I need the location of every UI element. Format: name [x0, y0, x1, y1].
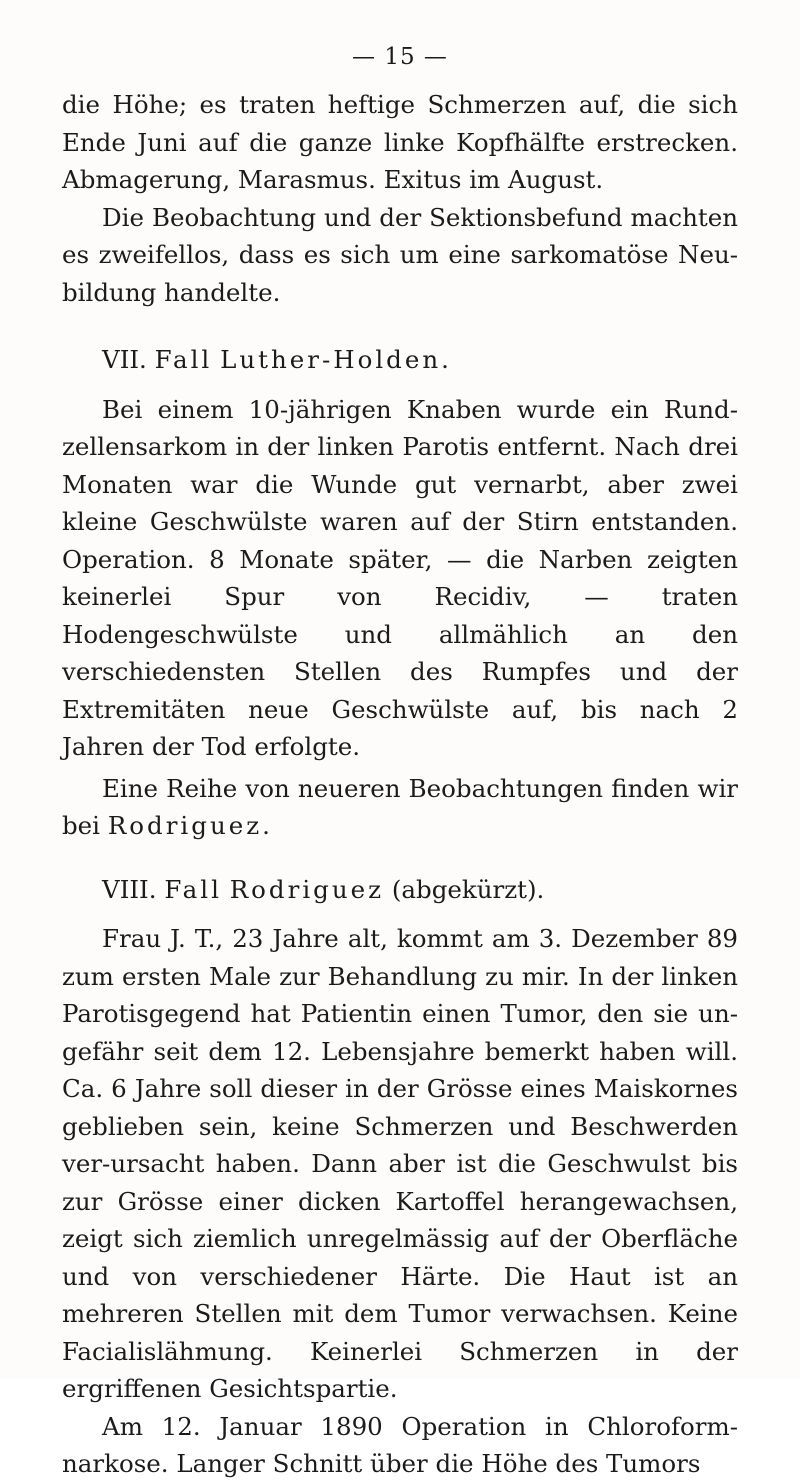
paragraph-case-vii: Bei einem 10-jährigen Knaben wurde ein Rund-zellensarkom in der linken Parotis entfernt. Nach drei Monaten war die Wunde gut vernarbt, aber zwei kleine Geschwülste waren auf der Stirn entstanden. Operation. 8 Monate später, — die Narben zeigten keinerlei Spur von Recidiv, — traten Hodengeschwülste und allmählich an den verschiedensten Stellen des Rumpfes und der Extremitäten neue Geschwülste auf, bis nach 2 Jahren der Tod erfolgte. [62, 394, 738, 761]
case-heading-viii [62, 871, 738, 909]
observations-author: Rodriguez. [107, 811, 273, 840]
case-number: VII. [102, 345, 147, 374]
paragraph-case-viii: Frau J. T., 23 Jahre alt, kommt am 3. Dezember 89 zum ersten Male zur Behandlung zu mir. In der linken Parotisgegend hat Patientin einen Tumor, den sie un-gefähr seit dem 12. Lebensjahre bemerkt haben will. Ca. 6 Jahre soll dieser in der Grösse eines Maiskornes geblieben sein, keine Schmerzen und Beschwerden ver-ursacht haben. Dann aber ist die Geschwulst bis zur Grösse einer dicken Kartoffel herangewachsen, zeigt sich ziemlich unregelmässig auf der Oberfläche und von verschiedener Härte. Die Haut ist an mehreren Stellen mit dem Tumor verwachsen. Keine Facialislähmung. Keinerlei Schmerzen in der ergriffenen Gesichtspartie. [62, 924, 738, 1403]
case-label: Fall [154, 345, 213, 374]
body-text [62, 86, 738, 1483]
paragraph-observations [62, 770, 738, 845]
paragraph-diagnosis: Die Beobachtung und der Sektionsbefund machten es zweifellos, dass es sich um eine sarkomatöse Neu-bildung handelte. [62, 202, 738, 307]
page-number: — 15 — [352, 44, 448, 70]
case-author: Rodriguez [229, 874, 385, 904]
case-heading-vii [62, 341, 738, 379]
observations-text: Eine Reihe von neueren Beobachtungen finden wir bei [62, 773, 738, 840]
case-number: VIII. [102, 874, 157, 904]
case-author: Luther-Holden. [220, 345, 452, 374]
paragraph-case-conclusion: die Höhe; es traten heftige Schmerzen auf, die sich Ende Juni auf die ganze linke Kopfhälfte erstrecken. Abmagerung, Marasmus. Exitus im August. [62, 90, 738, 194]
case-note: (abgekürzt). [391, 874, 545, 904]
case-label: Fall [164, 874, 222, 904]
paragraph-operation: Am 12. Januar 1890 Operation in Chloroform-narkose. Langer Schnitt über die Höhe des Tumors [62, 1411, 738, 1478]
